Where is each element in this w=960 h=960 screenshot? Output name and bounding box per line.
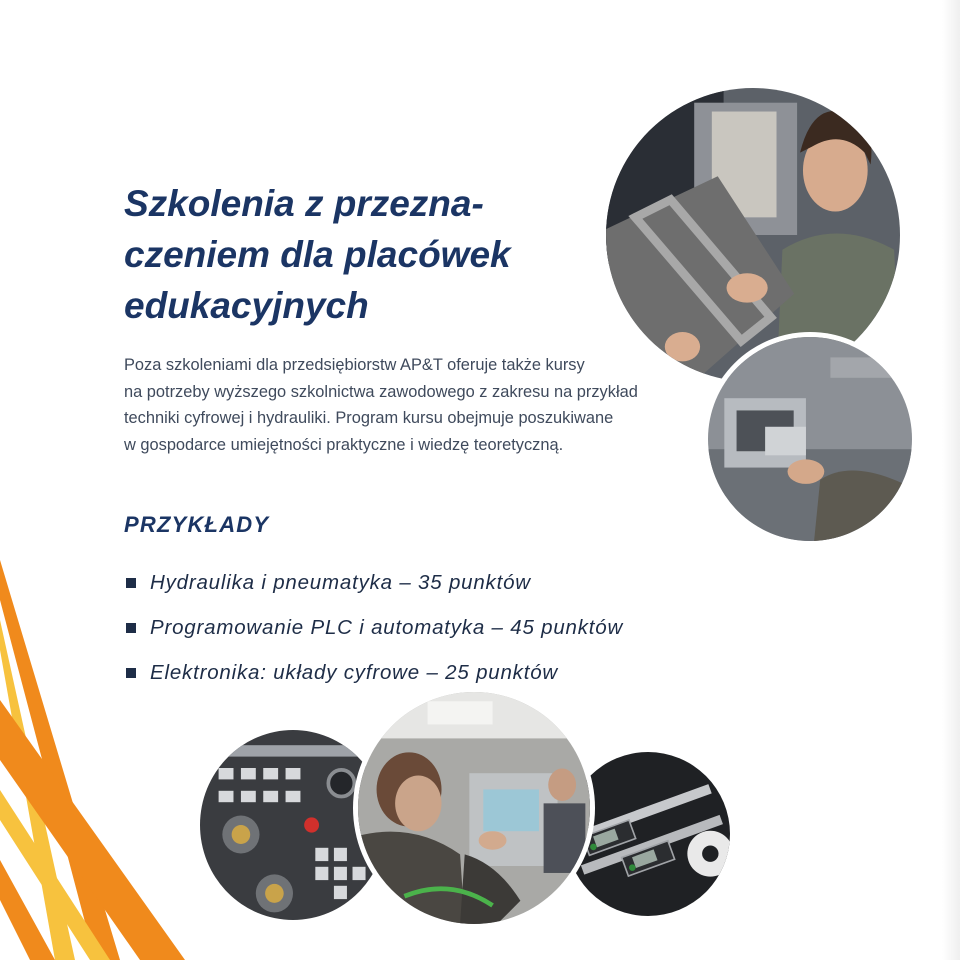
square-bullet-icon <box>126 578 136 588</box>
list-item <box>126 605 623 650</box>
square-bullet-icon <box>126 623 136 633</box>
title-line: czeniem dla placówek <box>124 234 511 275</box>
list-item-text: Programowanie PLC i automatyka – 45 punktów <box>150 615 624 639</box>
list-item <box>126 650 623 695</box>
cnc-control-panel-photo <box>200 730 386 920</box>
list-item-text: Hydraulika i pneumatyka – 35 punktów <box>150 570 531 594</box>
title-line: edukacyjnych <box>124 285 369 326</box>
intro-line: na potrzeby wyższego szkolnictwa zawodowego z zakresu na przykład <box>124 382 638 401</box>
square-bullet-icon <box>126 668 136 678</box>
examples-list <box>126 560 623 695</box>
page-title <box>124 178 604 331</box>
intro-line: techniki cyfrowej i hydrauliki. Program kursu obejmuje poszukiwane <box>124 409 614 427</box>
examples-heading: PRZYKŁADY <box>124 512 270 537</box>
students-at-touch-panel-photo <box>358 692 590 924</box>
digital-calipers-photo <box>566 752 730 916</box>
intro-line: w gospodarce umiejętności praktyczne i wiedzę teoretyczną. <box>124 435 564 454</box>
page-edge-shadow <box>942 0 960 960</box>
machine-vise-photo <box>708 337 912 541</box>
list-item <box>126 560 623 605</box>
intro-paragraph <box>124 352 694 458</box>
list-item-text: Elektronika: układy cyfrowe – 25 punktów <box>150 660 559 684</box>
intro-line: Poza szkoleniami dla przedsiębiorstw AP&T oferuje także kursy <box>124 356 585 374</box>
student-holding-metal-part-photo <box>606 88 900 382</box>
title-line: Szkolenia z przezna- <box>124 183 484 224</box>
